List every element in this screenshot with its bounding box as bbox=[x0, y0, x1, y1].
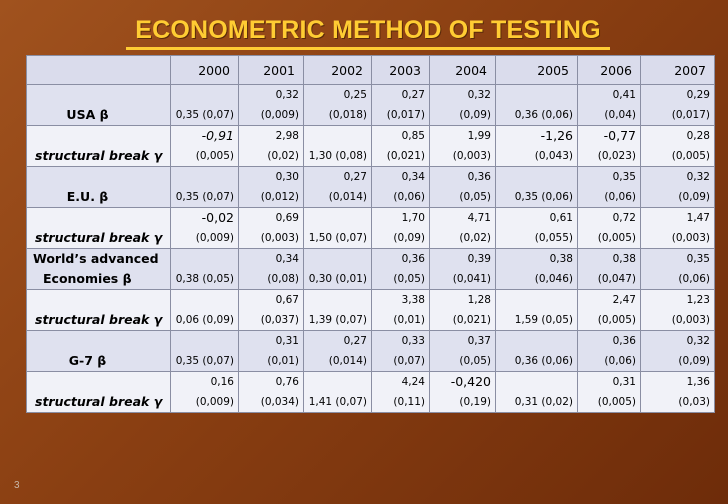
standard-error-value: (0,041) bbox=[452, 273, 491, 285]
coefficient-value bbox=[173, 331, 234, 351]
year-header: 2000 bbox=[171, 56, 239, 85]
value-cell bbox=[641, 208, 715, 249]
value-cell bbox=[641, 85, 715, 126]
header-row bbox=[27, 56, 715, 85]
row-label-text: structural break γ bbox=[35, 312, 163, 327]
value-cell bbox=[171, 290, 239, 331]
standard-error-value: (0,09) bbox=[459, 109, 491, 121]
coefficient-value: 0,32 bbox=[686, 335, 710, 347]
coefficient-value bbox=[306, 208, 367, 228]
value-cell bbox=[239, 126, 304, 167]
value-cell bbox=[641, 290, 715, 331]
value-cell bbox=[430, 126, 496, 167]
standard-error-value: (0,021) bbox=[386, 150, 425, 162]
value-cell bbox=[239, 167, 304, 208]
coefficient-value: 3,38 bbox=[401, 294, 425, 306]
coefficient-value: 0,32 bbox=[467, 89, 491, 101]
row-label-text: structural break γ bbox=[35, 230, 163, 245]
table-row bbox=[27, 126, 715, 167]
standard-error-value: (0,03) bbox=[678, 396, 710, 408]
value-cell bbox=[578, 249, 641, 290]
row-label bbox=[27, 126, 171, 167]
coefficient-value: 0,34 bbox=[401, 171, 425, 183]
value-cell bbox=[372, 372, 430, 413]
value-cell bbox=[304, 167, 372, 208]
standard-error-value: (0,034) bbox=[260, 396, 299, 408]
value-cell bbox=[372, 249, 430, 290]
value-cell bbox=[496, 126, 578, 167]
standard-error-value: (0,005) bbox=[597, 232, 636, 244]
coefficient-value: 4,24 bbox=[401, 376, 425, 388]
value-cell bbox=[641, 249, 715, 290]
standard-error-value: (0,05) bbox=[459, 191, 491, 203]
row-label bbox=[27, 85, 171, 126]
coefficient-value: 0,39 bbox=[467, 253, 491, 265]
page-number: 3 bbox=[14, 480, 20, 491]
row-label bbox=[27, 372, 171, 413]
coefficient-value: 0,35 bbox=[686, 253, 710, 265]
table-row bbox=[27, 167, 715, 208]
value-cell bbox=[496, 290, 578, 331]
standard-error-value: (0,005) bbox=[195, 150, 234, 162]
coefficient-value: 0,36 bbox=[467, 171, 491, 183]
value-cell bbox=[578, 208, 641, 249]
value-cell bbox=[430, 372, 496, 413]
coefficient-value: 0,36 bbox=[612, 335, 636, 347]
standard-error-value: (0,19) bbox=[459, 396, 491, 408]
value-cell bbox=[372, 331, 430, 372]
coefficient-value: 1,28 bbox=[467, 294, 491, 306]
value-cell bbox=[578, 290, 641, 331]
coefficient-value bbox=[498, 167, 573, 187]
coefficient-value: 0,32 bbox=[686, 171, 710, 183]
coefficient-value: -0,420 bbox=[450, 374, 491, 389]
row-label-text: USA β bbox=[66, 107, 109, 122]
value-cell bbox=[171, 126, 239, 167]
value-cell bbox=[304, 249, 372, 290]
standard-error-value: (0,023) bbox=[597, 150, 636, 162]
value-cell bbox=[496, 167, 578, 208]
row-label-text: Economies β bbox=[43, 271, 132, 286]
coefficient-value: 0,27 bbox=[343, 335, 367, 347]
standard-error-value: 0,06 (0,09) bbox=[175, 314, 234, 326]
standard-error-value: (0,046) bbox=[534, 273, 573, 285]
value-cell bbox=[372, 167, 430, 208]
coefficient-value: 0,38 bbox=[612, 253, 636, 265]
value-cell bbox=[496, 208, 578, 249]
standard-error-value: (0,003) bbox=[452, 150, 491, 162]
coefficient-value: 1,23 bbox=[686, 294, 710, 306]
standard-error-value: (0,005) bbox=[671, 150, 710, 162]
coefficient-value bbox=[498, 331, 573, 351]
value-cell bbox=[304, 208, 372, 249]
header-corner-cell bbox=[27, 56, 171, 85]
standard-error-value: (0,012) bbox=[260, 191, 299, 203]
value-cell bbox=[171, 85, 239, 126]
table-row bbox=[27, 85, 715, 126]
standard-error-value: 0,35 (0,06) bbox=[514, 191, 573, 203]
value-cell bbox=[578, 167, 641, 208]
value-cell bbox=[304, 331, 372, 372]
standard-error-value: (0,043) bbox=[534, 150, 573, 162]
row-label bbox=[27, 290, 171, 331]
standard-error-value: (0,014) bbox=[328, 191, 367, 203]
row-label bbox=[27, 249, 171, 290]
coefficient-value bbox=[173, 167, 234, 187]
value-cell bbox=[239, 290, 304, 331]
value-cell bbox=[372, 85, 430, 126]
value-cell bbox=[430, 249, 496, 290]
coefficient-value: 1,47 bbox=[686, 212, 710, 224]
standard-error-value: (0,018) bbox=[328, 109, 367, 121]
coefficient-value: 1,99 bbox=[467, 130, 491, 142]
coefficient-value: -0,77 bbox=[603, 128, 636, 143]
coefficient-value: 0,16 bbox=[210, 376, 234, 388]
value-cell bbox=[430, 331, 496, 372]
coefficient-value bbox=[498, 290, 573, 310]
standard-error-value: (0,06) bbox=[604, 355, 636, 367]
standard-error-value: (0,06) bbox=[393, 191, 425, 203]
standard-error-value: (0,047) bbox=[597, 273, 636, 285]
coefficient-value: 0,30 bbox=[275, 171, 299, 183]
standard-error-value: 1,39 (0,07) bbox=[308, 314, 367, 326]
standard-error-value: 0,31 (0,02) bbox=[514, 396, 573, 408]
coefficient-value: 0,76 bbox=[275, 376, 299, 388]
standard-error-value: (0,009) bbox=[260, 109, 299, 121]
slide-title-area bbox=[118, 16, 618, 50]
standard-error-value: (0,055) bbox=[534, 232, 573, 244]
row-label-text: G-7 β bbox=[68, 353, 107, 368]
coefficient-value: 0,27 bbox=[343, 171, 367, 183]
value-cell bbox=[496, 331, 578, 372]
standard-error-value: 1,41 (0,07) bbox=[308, 396, 367, 408]
coefficient-value: 0,38 bbox=[549, 253, 573, 265]
value-cell bbox=[171, 167, 239, 208]
value-cell bbox=[171, 249, 239, 290]
coefficient-value: 0,31 bbox=[275, 335, 299, 347]
value-cell bbox=[171, 208, 239, 249]
coefficient-value: 0,29 bbox=[686, 89, 710, 101]
coefficient-value: 0,28 bbox=[686, 130, 710, 142]
standard-error-value: 0,30 (0,01) bbox=[308, 273, 367, 285]
coefficient-value: -0,91 bbox=[201, 128, 234, 143]
standard-error-value: (0,08) bbox=[267, 273, 299, 285]
coefficient-value bbox=[306, 249, 367, 269]
value-cell bbox=[578, 331, 641, 372]
coefficient-value: 4,71 bbox=[467, 212, 491, 224]
value-cell bbox=[578, 85, 641, 126]
value-cell bbox=[496, 85, 578, 126]
standard-error-value: (0,09) bbox=[393, 232, 425, 244]
year-header: 2002 bbox=[304, 56, 372, 85]
coefficient-value: -1,26 bbox=[540, 128, 573, 143]
row-label bbox=[27, 167, 171, 208]
value-cell bbox=[430, 290, 496, 331]
table-row bbox=[27, 249, 715, 290]
standard-error-value: 1,50 (0,07) bbox=[308, 232, 367, 244]
standard-error-value: (0,014) bbox=[328, 355, 367, 367]
standard-error-value: (0,05) bbox=[393, 273, 425, 285]
year-header: 2004 bbox=[430, 56, 496, 85]
value-cell bbox=[641, 372, 715, 413]
standard-error-value: 0,35 (0,07) bbox=[175, 191, 234, 203]
standard-error-value: (0,009) bbox=[195, 232, 234, 244]
value-cell bbox=[372, 208, 430, 249]
year-header: 2007 bbox=[641, 56, 715, 85]
coefficient-value bbox=[498, 85, 573, 105]
coefficient-value: 0,33 bbox=[401, 335, 425, 347]
value-cell bbox=[304, 126, 372, 167]
coefficient-value bbox=[173, 85, 234, 105]
row-label-text: structural break γ bbox=[35, 394, 163, 409]
standard-error-value: 0,36 (0,06) bbox=[514, 109, 573, 121]
value-cell bbox=[430, 85, 496, 126]
coefficient-value: 0,34 bbox=[275, 253, 299, 265]
coefficient-value: 0,25 bbox=[343, 89, 367, 101]
value-cell bbox=[496, 249, 578, 290]
value-cell bbox=[171, 331, 239, 372]
slide-title: ECONOMETRIC METHOD OF TESTING bbox=[135, 16, 601, 44]
standard-error-value: 0,35 (0,07) bbox=[175, 355, 234, 367]
table-row bbox=[27, 331, 715, 372]
value-cell bbox=[239, 372, 304, 413]
year-header: 2003 bbox=[372, 56, 430, 85]
standard-error-value: (0,02) bbox=[459, 232, 491, 244]
coefficient-value: 0,36 bbox=[401, 253, 425, 265]
standard-error-value: (0,005) bbox=[597, 396, 636, 408]
coefficient-value: 0,35 bbox=[612, 171, 636, 183]
value-cell bbox=[239, 331, 304, 372]
standard-error-value: (0,01) bbox=[267, 355, 299, 367]
coefficient-value: 0,27 bbox=[401, 89, 425, 101]
coefficient-value: 0,69 bbox=[275, 212, 299, 224]
standard-error-value: (0,06) bbox=[678, 273, 710, 285]
table-row bbox=[27, 372, 715, 413]
standard-error-value: (0,11) bbox=[393, 396, 425, 408]
standard-error-value: 0,38 (0,05) bbox=[175, 273, 234, 285]
coefficient-value: 1,70 bbox=[401, 212, 425, 224]
coefficient-value bbox=[306, 372, 367, 392]
standard-error-value: (0,09) bbox=[678, 191, 710, 203]
value-cell bbox=[578, 126, 641, 167]
value-cell bbox=[430, 208, 496, 249]
standard-error-value: 1,30 (0,08) bbox=[308, 150, 367, 162]
coefficient-value: 0,31 bbox=[612, 376, 636, 388]
standard-error-value: (0,017) bbox=[386, 109, 425, 121]
value-cell bbox=[430, 167, 496, 208]
title-underline bbox=[126, 47, 610, 50]
coefficient-value: 0,41 bbox=[612, 89, 636, 101]
standard-error-value: 0,36 (0,06) bbox=[514, 355, 573, 367]
standard-error-value: (0,003) bbox=[671, 314, 710, 326]
standard-error-value: (0,021) bbox=[452, 314, 491, 326]
coefficient-value bbox=[173, 290, 234, 310]
table-row bbox=[27, 290, 715, 331]
standard-error-value: (0,05) bbox=[459, 355, 491, 367]
year-header: 2001 bbox=[239, 56, 304, 85]
standard-error-value: (0,01) bbox=[393, 314, 425, 326]
table-row bbox=[27, 208, 715, 249]
row-label-text: World’s advanced bbox=[33, 251, 159, 266]
value-cell bbox=[239, 249, 304, 290]
standard-error-value: (0,07) bbox=[393, 355, 425, 367]
row-label-text: structural break γ bbox=[35, 148, 163, 163]
value-cell bbox=[304, 372, 372, 413]
value-cell bbox=[641, 331, 715, 372]
value-cell bbox=[304, 290, 372, 331]
row-label-text: E.U. β bbox=[66, 189, 109, 204]
value-cell bbox=[496, 372, 578, 413]
standard-error-value: (0,017) bbox=[671, 109, 710, 121]
coefficient-value: 0,72 bbox=[612, 212, 636, 224]
standard-error-value: (0,04) bbox=[604, 109, 636, 121]
value-cell bbox=[304, 85, 372, 126]
coefficient-value: 0,67 bbox=[275, 294, 299, 306]
value-cell bbox=[641, 167, 715, 208]
coefficient-value: 0,61 bbox=[549, 212, 573, 224]
standard-error-value: (0,02) bbox=[267, 150, 299, 162]
value-cell bbox=[171, 372, 239, 413]
coefficient-value: 1,36 bbox=[686, 376, 710, 388]
standard-error-value: (0,003) bbox=[671, 232, 710, 244]
standard-error-value: (0,09) bbox=[678, 355, 710, 367]
standard-error-value: (0,06) bbox=[604, 191, 636, 203]
coefficient-value: 2,98 bbox=[275, 130, 299, 142]
row-label bbox=[27, 208, 171, 249]
value-cell bbox=[641, 126, 715, 167]
standard-error-value: (0,003) bbox=[260, 232, 299, 244]
coefficient-value bbox=[306, 126, 367, 146]
standard-error-value: 1,59 (0,05) bbox=[514, 314, 573, 326]
coefficient-value: 0,37 bbox=[467, 335, 491, 347]
coefficient-value bbox=[498, 372, 573, 392]
coefficient-value: -0,02 bbox=[201, 210, 234, 225]
value-cell bbox=[239, 208, 304, 249]
coefficient-value: 0,85 bbox=[401, 130, 425, 142]
value-cell bbox=[372, 126, 430, 167]
value-cell bbox=[372, 290, 430, 331]
value-cell bbox=[578, 372, 641, 413]
coefficient-value bbox=[173, 249, 234, 269]
year-header: 2005 bbox=[496, 56, 578, 85]
standard-error-value: 0,35 (0,07) bbox=[175, 109, 234, 121]
coefficient-value: 2,47 bbox=[612, 294, 636, 306]
standard-error-value: (0,005) bbox=[597, 314, 636, 326]
standard-error-value: (0,009) bbox=[195, 396, 234, 408]
row-label bbox=[27, 331, 171, 372]
standard-error-value: (0,037) bbox=[260, 314, 299, 326]
year-header: 2006 bbox=[578, 56, 641, 85]
coefficient-value bbox=[306, 290, 367, 310]
coefficient-value: 0,32 bbox=[275, 89, 299, 101]
value-cell bbox=[239, 85, 304, 126]
results-table bbox=[26, 55, 715, 413]
